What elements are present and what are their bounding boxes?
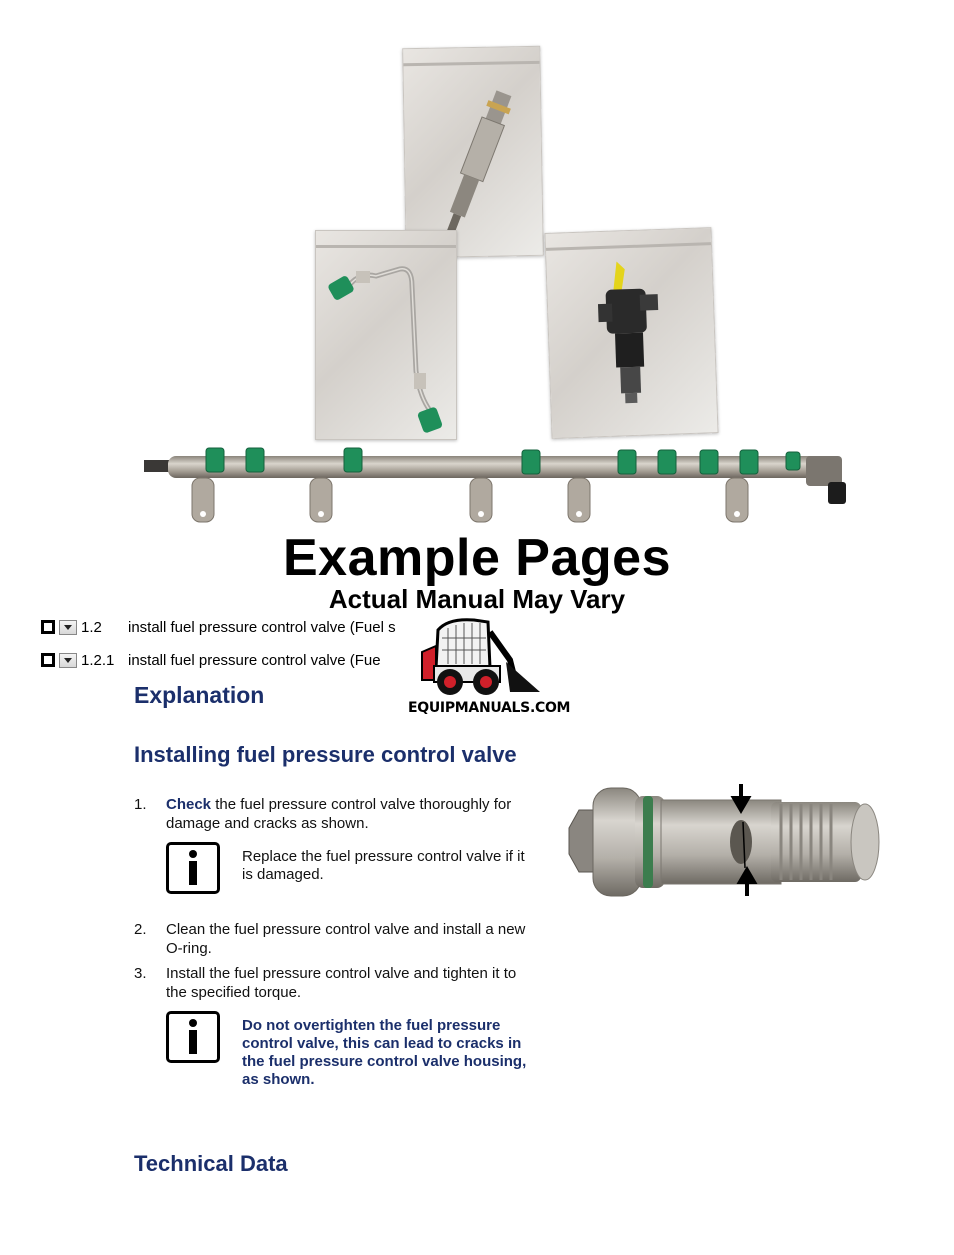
step-2	[134, 920, 534, 960]
dropdown-button[interactable]	[59, 620, 77, 635]
checkbox[interactable]	[41, 653, 55, 667]
chevron-down-icon	[64, 658, 72, 663]
step-number: 3.	[134, 965, 147, 982]
note-replace: Replace the fuel pressure control valve if it is damaged.	[242, 848, 525, 883]
tree-item-label[interactable]: install fuel pressure control valve (Fuel s	[128, 618, 396, 636]
skid-steer-loader-icon	[414, 616, 544, 698]
tree-item-1-2-1[interactable]	[41, 650, 381, 670]
step-number: 1.	[134, 796, 147, 813]
step-3	[134, 964, 534, 1004]
section-heading-installing: Installing fuel pressure control valve	[134, 742, 517, 767]
step-text	[166, 795, 536, 833]
step-emphasis: Check	[166, 796, 212, 813]
watermark-subtitle: Actual Manual May Vary	[328, 584, 626, 614]
pressure-valve-bag	[544, 227, 718, 439]
step-1	[134, 795, 534, 835]
fuel-rail-icon	[138, 438, 858, 538]
checkbox[interactable]	[41, 620, 55, 634]
tree-item-number: 1.2.1	[81, 651, 115, 669]
step-number: 2.	[134, 921, 147, 938]
tree-item-number: 1.2	[81, 618, 102, 636]
hero-photo	[138, 40, 858, 530]
section-heading-technical-data: Technical Data	[134, 1151, 288, 1176]
tree-item-1-2[interactable]	[41, 617, 396, 637]
info-glyph	[183, 849, 203, 887]
dropdown-button[interactable]	[59, 653, 77, 668]
info-icon	[166, 842, 220, 894]
injector-bag	[402, 46, 544, 258]
step-text: Clean the fuel pressure control valve and install a new O-ring.	[166, 921, 526, 957]
note-warning: Do not overtighten the fuel pressure control valve, this can lead to cracks in the fuel pressure control valve housing, as shown.	[242, 1017, 527, 1088]
pressure-valve-icon	[545, 228, 717, 438]
injector-icon	[403, 47, 543, 257]
fuel-line-bag	[315, 230, 457, 440]
fuel-pressure-control-valve-photo	[565, 778, 885, 908]
chevron-down-icon	[64, 625, 72, 630]
watermark-title: Example Pages	[282, 529, 672, 587]
step-text: Install the fuel pressure control valve and tighten it to the specified torque.	[166, 965, 517, 1001]
logo-text: EQUIPMANUALS.COM	[408, 700, 571, 716]
step-body: the fuel pressure control valve thoroughly for damage and cracks as shown.	[166, 796, 512, 832]
section-heading-explanation: Explanation	[134, 682, 265, 708]
info-glyph	[183, 1018, 203, 1056]
tree-item-label[interactable]: install fuel pressure control valve (Fue	[128, 651, 381, 669]
fuel-line-icon	[316, 231, 456, 439]
info-icon	[166, 1011, 220, 1063]
